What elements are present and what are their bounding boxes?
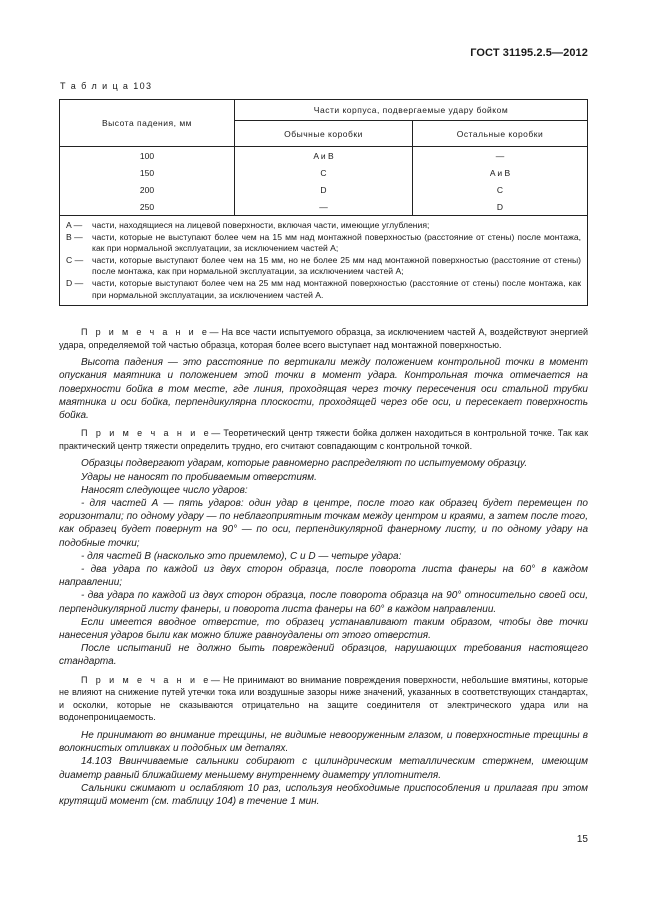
cell-normal: — xyxy=(235,198,413,216)
table-caption: Т а б л и ц а 103 xyxy=(60,81,153,91)
legend-item xyxy=(66,232,581,255)
paragraph-parts-a: - для частей А — пять ударов: один удар в центре, после того как образец будет перемещен по горизонтали; по одному удару — по неблагоприятным точкам между центром и краями, а затем после того, как образец будет повернут на 90° — по оси, перпендикулярной фанерному листу, и по одному удару на подобные точки; xyxy=(59,498,588,549)
cell-height: 100 xyxy=(60,147,235,165)
note-3: П р и м е ч а н и е— Не принимают во внимание повреждения поверхности, небольшие вмятины, которые не влияют на снижение путей утечки тока или воздушные зазоры ниже значений, указанных в соответствующих стандартах, и осколки, которые не сказываются отрицательно на защите соединителя от электрического удара или на водонепроницаемость. xyxy=(59,674,589,723)
paragraph-two-impacts-2: - два удара по каждой из двух сторон образца, после поворота образца на 90° относительно своей оси, перпендикулярной листу фанеры, и поворота листа фанеры на 60° в каждом направлении. xyxy=(59,590,588,615)
paragraph-14-103: 14.103 Ввинчиваемые сальники собирают с цилиндрическим металлическим стержнем, имеющим диаметр равный ближайшему меньшему внутреннему диаметру уплотнителя. xyxy=(59,756,588,781)
header-normal-boxes: Обычные коробки xyxy=(235,121,413,147)
paragraph-no-impacts: Удары не наносят по пробиваемым отверстиям. xyxy=(81,471,317,483)
legend-item xyxy=(66,255,581,278)
legend-text: части, находящиеся на лицевой поверхности, включая части, имеющие углубления; xyxy=(92,220,430,230)
standard-number: ГОСТ 31195.2.5—2012 xyxy=(470,47,588,59)
cell-normal: C xyxy=(235,164,413,181)
paragraph-entry-hole: Если имеется вводное отверстие, то образец устанавливают таким образом, чтобы две точки нанесения ударов были как можно ближе равноудалены от этого отверстия. xyxy=(59,616,588,642)
table-legend xyxy=(60,216,588,306)
legend-text: части, которые выступают более чем на 25 мм над монтажной поверхностью (расстояние от стены) после монтажа, как при нормальной эксплуатации, за исключением частей А. xyxy=(92,277,581,300)
paragraph-number-of-impacts: Наносят следующее число ударов: xyxy=(81,484,248,496)
table-row xyxy=(60,147,588,165)
paragraph-after-tests: После испытаний не должно быть повреждений образцов, нарушающих требования настоящего стандарта. xyxy=(59,643,588,668)
paragraph-drop-height: Высота падения — это расстояние по вертикали между положением контрольной точки в момент опускания маятника и положением этой точки в момент удара. Контрольная точка отмечается на поверхности бойка в том месте, где линия, проходящая через точку пересечения оси стальной трубки маятника и оси бойка, перпендикулярна плоскости, проходящей через обе оси, и пересекает поверхность бойка. xyxy=(59,357,588,421)
header-enclosure-parts: Части корпуса, подвергаемые удару бойком xyxy=(235,100,588,121)
cell-other: D xyxy=(413,198,588,216)
paragraph-parts-bcd: - для частей B (насколько это приемлемо), C и D — четыре удара: xyxy=(81,550,402,562)
note-2: П р и м е ч а н и е— Теоретический центр тяжести бойка должен находиться в контрольной точке. Так как практический центр тяжести определить трудно, его считают совпадающим с контрольной точкой. xyxy=(59,428,589,451)
cell-other: — xyxy=(413,147,588,165)
table-row xyxy=(60,181,588,198)
paragraph-impacts: Образцы подвергают ударам, которые равномерно распределяют по испытуемому образцу. xyxy=(81,458,528,470)
legend-key: C — xyxy=(66,254,84,265)
drop-height-table xyxy=(59,99,588,306)
cell-normal: D xyxy=(235,181,413,198)
cell-other: C xyxy=(413,181,588,198)
cell-height: 200 xyxy=(60,181,235,198)
cell-height: 250 xyxy=(60,198,235,216)
paragraph-two-impacts-1: - два удара по каждой из двух сторон образца, после поворота листа фанеры на 60° в каждом направлении; xyxy=(59,564,588,589)
legend-item xyxy=(66,220,581,232)
body-text xyxy=(59,326,588,808)
header-drop-height: Высота падения, мм xyxy=(60,100,235,147)
table-row xyxy=(60,198,588,216)
paragraph-cracks: Не принимают во внимание трещины, не видимые невооруженным глазом, и поверхностные трещины в волокнистых отливках и подобных им деталях. xyxy=(59,730,588,755)
legend-item xyxy=(66,278,581,301)
cell-normal: A и B xyxy=(235,147,413,165)
header-other-boxes: Остальные коробки xyxy=(413,121,588,147)
paragraph-glands: Сальники сжимают и ослабляют 10 раз, используя необходимые приспособления и прилагая при этом крутящий момент (см. таблицу 104) в течение 1 мин. xyxy=(59,782,588,808)
table-row xyxy=(60,164,588,181)
note-1: П р и м е ч а н и е— На все части испытуемого образца, за исключением частей А, воздействуют энергией удара, определяемой той частью образца, которая более всего выступает над монтажной поверхностью. xyxy=(59,327,588,350)
page-number: 15 xyxy=(576,834,588,845)
cell-height: 150 xyxy=(60,164,235,181)
legend-text: части, которые не выступают более чем на 15 мм над монтажной поверхностью (расстояние от стены) после монтажа, как при нормальной эксплуатации, за исключением частей А; xyxy=(92,231,581,254)
legend-text: части, которые выступают более чем на 15 мм, но не более 25 мм над монтажной поверхностью (расстояние от стены) после монтажа, как при нормальной эксплуатации, за исключением частей А; xyxy=(92,254,581,277)
legend-key: B — xyxy=(66,231,83,242)
legend-key: D — xyxy=(66,277,84,288)
legend-key: A — xyxy=(66,220,83,230)
cell-other: A и B xyxy=(413,164,588,181)
